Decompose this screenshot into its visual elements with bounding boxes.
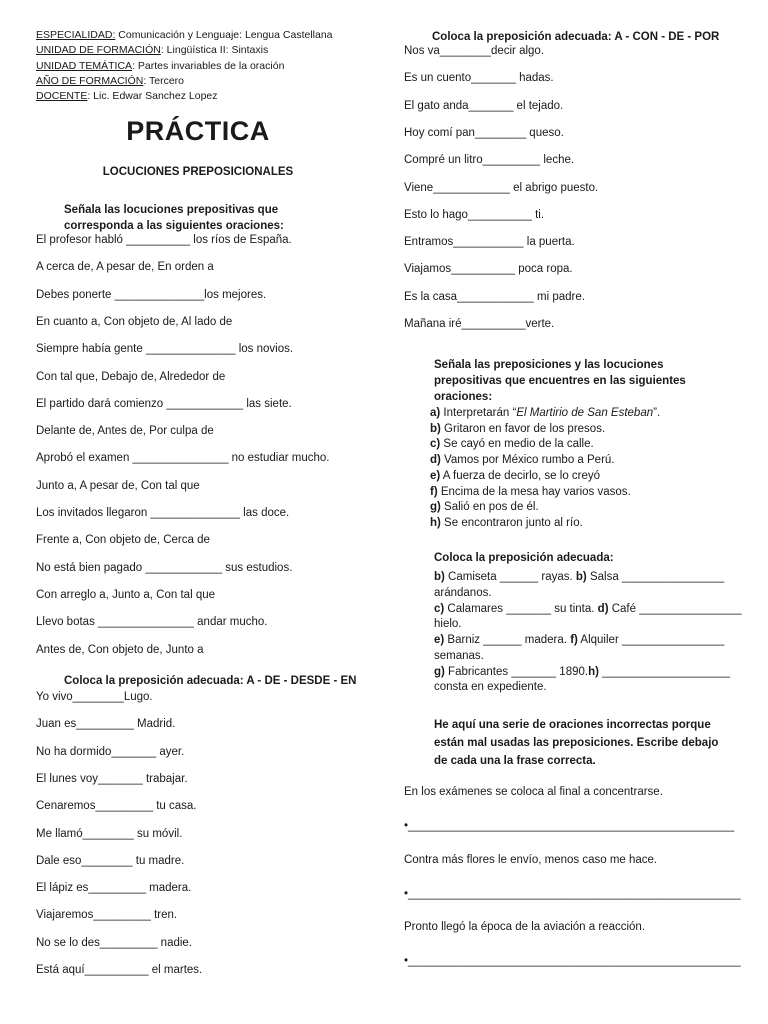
section4-item [430, 469, 600, 485]
section4-item-letter: f) [430, 485, 438, 498]
section1-line: A cerca de, A pesar de, En orden a [36, 261, 214, 274]
section4-item [430, 500, 539, 516]
header-line [36, 28, 333, 43]
section1-line: Con tal que, Debajo de, Alrededor de [36, 370, 226, 383]
section6-answer-line: •___________________________________________________ [404, 820, 735, 832]
section5-letter: d) [597, 602, 609, 615]
section4-item-text: Se cayó en medio de la calle. [440, 438, 594, 451]
section5-continuation: hielo. [434, 618, 462, 630]
section3-line: Entramos___________ la puerta. [404, 236, 575, 249]
section1-line: Debes ponerte ______________los mejores. [36, 288, 267, 301]
page-subtitle: LOCUCIONES PREPOSICIONALES [102, 166, 294, 178]
header-key: AÑO DE FORMACIÓN [36, 74, 144, 87]
section3-line: Nos va________decir algo. [404, 45, 545, 57]
section3-line: Viene____________ el abrigo puesto. [404, 181, 599, 194]
section6-sentence: Pronto llegó la época de la aviación a reacción. [404, 921, 646, 933]
section5-instruction: Coloca la preposición adecuada: [434, 552, 614, 564]
section5-text: Calamares _______ su tinta. [444, 602, 598, 615]
section2-line: El lápiz es_________ madera. [36, 882, 192, 895]
section4-item-text: Se encontraron junto al río. [440, 516, 583, 529]
section5-text: Alquiler ________________ [577, 634, 725, 646]
header-line [36, 43, 268, 58]
section6-answer-line: •____________________________________________________ [404, 887, 741, 900]
section4-item-text: Gritaron en favor de los presos. [440, 422, 606, 435]
section4-item [430, 406, 660, 422]
section5-letter: b) [575, 571, 587, 583]
section5-letter: e) [434, 634, 445, 646]
section3-line: Hoy comí pan________ queso. [404, 126, 564, 139]
section6-sentence: En los exámenes se coloca al final a concentrarse. [404, 786, 663, 798]
section2-line: El lunes voy_______ trabajar. [36, 772, 188, 785]
section5-letter: c) [434, 602, 445, 615]
section4-item-letter: g) [430, 501, 441, 514]
section5-text: Camiseta ______ rayas. [444, 571, 576, 583]
section5-row [434, 570, 724, 586]
section3-line: Es un cuento_______ hadas. [404, 72, 554, 85]
section4-item-text: ”. [653, 407, 661, 419]
section5-letter: f) [570, 634, 578, 646]
section4-item-text: Vamos por México rumbo a Perú. [440, 454, 615, 467]
header-key: DOCENTE [36, 90, 88, 103]
header-value: : Lic. Edwar Sanchez Lopez [87, 90, 218, 103]
page-title: PRÁCTICA [126, 116, 270, 146]
section4-item-letter: b) [430, 422, 441, 435]
section4-item-letter: d) [430, 454, 441, 467]
section1-line: Llevo botas _______________ andar mucho. [36, 616, 268, 629]
header-value: : Lingüística II: Sintaxis [160, 44, 269, 57]
section4-item [430, 437, 594, 453]
section5-letter: g) [434, 665, 445, 678]
section1-line: El profesor habló __________ los ríos de España. [36, 234, 292, 246]
section2-line: Juan es_________ Madrid. [36, 718, 176, 731]
header-line [36, 74, 184, 89]
section2-line: Está aquí__________ el martes. [36, 964, 203, 976]
section3-line: El gato anda_______ el tejado. [404, 99, 564, 112]
section2-line: Cenaremos_________ tu casa. [36, 800, 197, 813]
section1-line: Aprobó el examen _______________ no estudiar mucho. [36, 452, 330, 465]
section3-instruction: Coloca la preposición adecuada: A - CON - DE - POR [432, 31, 720, 43]
section4-item-letter: h) [430, 516, 441, 529]
section6-instruction: He aquí una serie de oraciones incorrectas porque están mal usadas las preposiciones. Escribe debajo de cada una la frase correcta. [434, 719, 719, 767]
header-value: : Tercero [143, 74, 185, 87]
section5-row [434, 665, 730, 681]
section1-line: No está bien pagado ____________ sus estudios. [36, 561, 293, 574]
section5-row [434, 602, 742, 618]
header-line [36, 89, 218, 104]
section5-letter: b) [434, 571, 445, 583]
section2-line: Viajaremos_________ tren. [36, 909, 178, 922]
section4-item [430, 422, 605, 438]
section3-line: Esto lo hago__________ ti. [404, 208, 545, 221]
section1-line: Siempre había gente ______________ los novios. [36, 343, 294, 356]
section5-text: ____________________ [598, 665, 731, 678]
section5-continuation: consta en expediente. [434, 681, 547, 693]
header-value: Comunicación y Lenguaje: Lengua Castellana [115, 29, 333, 41]
section4-item [430, 485, 631, 501]
section5-continuation: arándanos. [434, 586, 492, 599]
section2-line: Me llamó________ su móvil. [36, 827, 183, 840]
section4-item-emphasis: El Martirio de San Esteban [516, 407, 654, 419]
section6-sentence: Contra más flores le envío, menos caso me hace. [404, 853, 658, 866]
section4-item-text: Interpretarán “ [440, 407, 517, 419]
section5-text: Café ________________ [608, 602, 742, 615]
header-key: ESPECIALIDAD: [36, 29, 116, 41]
section1-line: Con arreglo a, Junto a, Con tal que [36, 588, 216, 601]
section4-item-text: Encima de la mesa hay varios vasos. [437, 485, 631, 498]
section2-line: Yo vivo________Lugo. [36, 691, 153, 703]
section4-item-letter: e) [430, 469, 441, 482]
section1-line: Delante de, Antes de, Por culpa de [36, 425, 214, 438]
section4-instruction: Señala las preposiciones y las locuciones prepositivas que encuentres en las siguientes oraciones: [434, 359, 686, 403]
section1-line: El partido dará comienzo ____________ las siete. [36, 397, 292, 410]
section5-continuation: semanas. [434, 649, 484, 662]
section4-item [430, 453, 615, 469]
section4-item-text: Salió en pos de él. [440, 501, 539, 514]
section5-text: Salsa ________________ [586, 571, 725, 583]
section4-item-letter: a) [430, 407, 441, 419]
section4-item-letter: c) [430, 438, 441, 451]
header-line [36, 59, 284, 74]
section1-line: Los invitados llegaron ______________ las doce. [36, 507, 290, 519]
section5-text: Barniz ______ madera. [444, 634, 571, 646]
section1-line: Junto a, A pesar de, Con tal que [36, 479, 200, 492]
section5-row [434, 633, 724, 649]
section3-line: Mañana iré__________verte. [404, 318, 555, 330]
section4-item [430, 516, 583, 532]
section1-instruction: Señala las locuciones prepositivas que corresponda a las siguientes oraciones: [64, 204, 284, 232]
header-value: : Partes invariables de la oración [132, 59, 285, 72]
section1-line: Antes de, Con objeto de, Junto a [36, 643, 204, 656]
section2-line: No ha dormido_______ ayer. [36, 745, 185, 758]
header-key: UNIDAD DE FORMACIÓN [36, 44, 161, 57]
section2-line: Dale eso________ tu madre. [36, 854, 185, 867]
section2-instruction: Coloca la preposición adecuada: A - DE - DESDE - EN [64, 675, 357, 687]
section3-line: Es la casa____________ mi padre. [404, 290, 585, 303]
section5-text: Fabricantes _______ 1890. [444, 665, 589, 678]
section4-item-text: A fuerza de decirlo, se lo creyó [440, 469, 601, 482]
section2-line: No se lo des_________ nadie. [36, 936, 193, 949]
section6-answer-line: •____________________________________________________ [404, 955, 741, 967]
section3-line: Compré un litro_________ leche. [404, 154, 575, 167]
section3-line: Viajamos__________ poca ropa. [404, 263, 573, 276]
section1-line: En cuanto a, Con objeto de, Al lado de [36, 315, 233, 328]
section5-letter: h) [588, 665, 599, 678]
section1-line: Frente a, Con objeto de, Cerca de [36, 534, 210, 547]
header-key: UNIDAD TEMÁTICA [36, 59, 133, 72]
